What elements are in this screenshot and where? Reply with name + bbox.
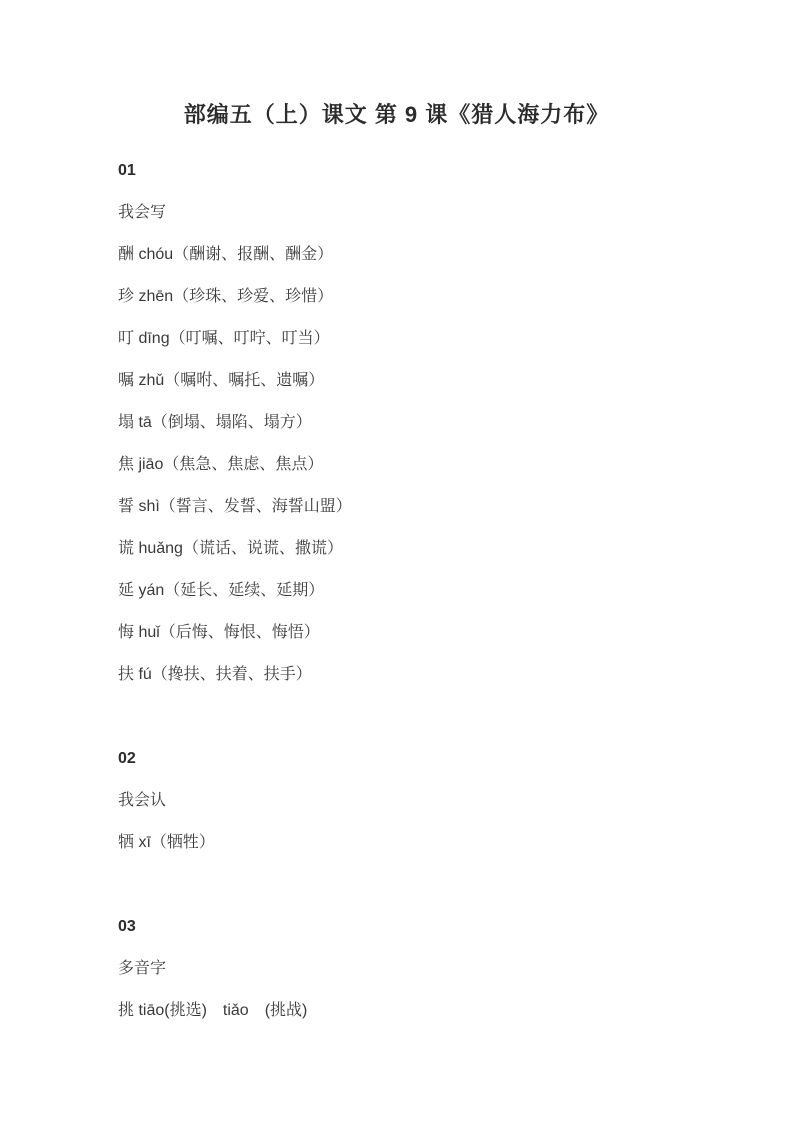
vocab-entry: 牺 xī（牺牲） [118, 834, 215, 851]
vocab-entry: 焦 jiāo（焦急、焦虑、焦点） [118, 456, 324, 473]
vocab-entry: 嘱 zhǔ（嘱咐、嘱托、遗嘱） [118, 372, 325, 389]
vocab-entry: 酬 chóu（酬谢、报酬、酬金） [118, 246, 334, 263]
vocab-entry: 叮 dīng（叮嘱、叮咛、叮当） [118, 330, 330, 347]
document-title: 部编五（上）课文 第 9 课《猎人海力布》 [183, 102, 610, 127]
vocab-entry: 珍 zhēn（珍珠、珍爱、珍惜） [118, 288, 334, 305]
vocab-entry: 谎 huǎng（谎话、说谎、撒谎） [118, 540, 343, 557]
vocab-entry: 誓 shì（誓言、发誓、海誓山盟） [118, 498, 352, 515]
vocab-entry: 延 yán（延长、延续、延期） [118, 582, 325, 599]
section-heading: 我会认 [118, 792, 167, 809]
section-heading: 我会写 [118, 204, 167, 221]
vocab-entry: 扶 fú（搀扶、扶着、扶手） [118, 666, 312, 683]
vocab-entry: 塌 tā（倒塌、塌陷、塌方） [118, 414, 312, 431]
vocab-entry: 悔 huǐ（后悔、悔恨、悔悟） [118, 624, 320, 641]
section-wo-hui-ren [0, 738, 793, 864]
section-duo-yin-zi [0, 906, 793, 1032]
section-number: 01 [118, 162, 136, 179]
section-wo-hui-xie [0, 150, 793, 696]
section-heading: 多音字 [118, 960, 167, 977]
section-number: 02 [118, 750, 136, 767]
vocab-entry: 挑 tiāo(挑选) tiǎo (挑战) [118, 1002, 308, 1019]
section-number: 03 [118, 918, 136, 935]
